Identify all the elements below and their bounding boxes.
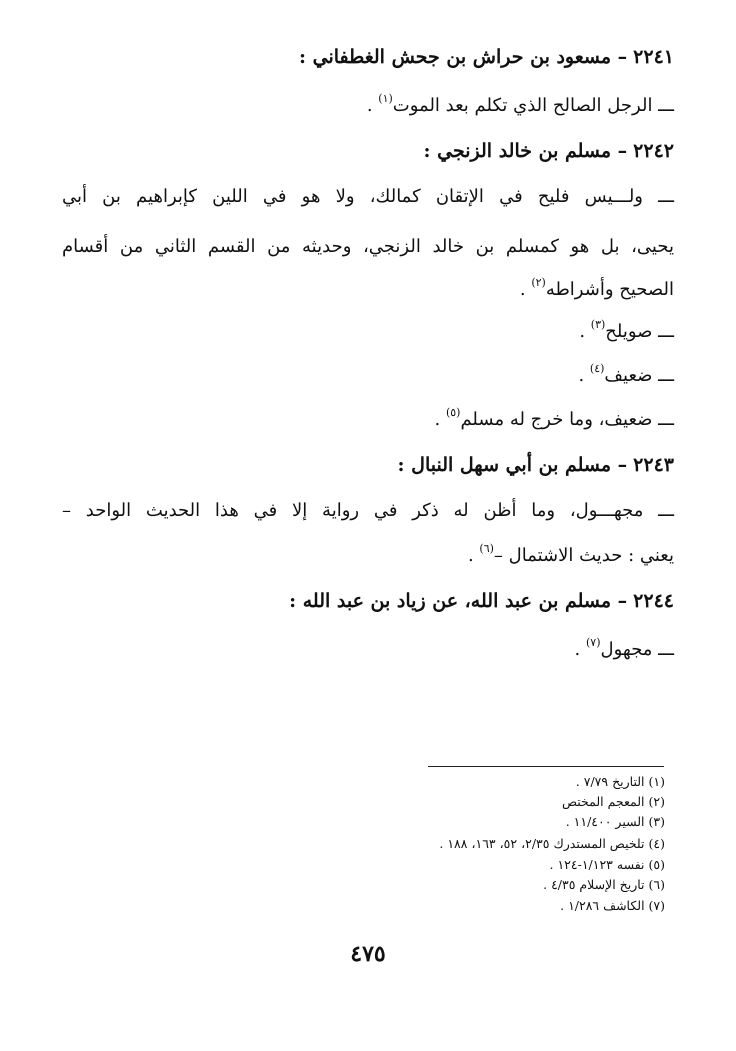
footnote-ref: (٧) — [586, 636, 601, 649]
footnote-5: (٥) نفسه ١/١٢٣-١٢٤ . — [549, 857, 665, 872]
entry-dash: – — [617, 46, 628, 68]
text-segment: ـــ مجهول — [600, 639, 674, 660]
entry-text-line — [62, 186, 674, 207]
entry-dash: – — [617, 590, 628, 612]
text-segment: يحيى، بل هو كمسلم بن خالد الزنجي، وحديثه من القسم الثاني من أقسام — [62, 236, 674, 257]
entry-heading — [424, 140, 674, 162]
text-segment: ـــ ضعيف، وما خرج له مسلم — [460, 409, 674, 430]
text-end: . — [574, 639, 586, 660]
entry-name: مسلم بن أبي سهل النبال : — [397, 454, 612, 476]
text-end: . — [366, 95, 379, 116]
text-segment: الصحيح وأشراطه — [545, 279, 674, 300]
entry-heading — [289, 590, 674, 612]
footnote-separator — [428, 766, 664, 767]
text-end: . — [579, 321, 591, 342]
footnote-6: (٦) تاريخ الإسلام ٤/٣٥ . — [543, 877, 665, 892]
footnote-ref: (٥) — [445, 406, 461, 419]
footnote-7: (٧) الكاشف ١/٢٨٦ . — [560, 898, 665, 913]
footnote-4: (٤) تلخيص المستدرك ٢/٣٥، ٥٢، ١٦٣، ١٨٨ . — [439, 836, 665, 851]
footnote-1: (١) التاريخ ٧/٧٩ . — [575, 774, 665, 789]
entry-text-line — [578, 362, 674, 386]
text-end: . — [434, 409, 446, 430]
entry-name: مسلم بن خالد الزنجي : — [423, 140, 612, 162]
text-segment: ـــ ولـــيس فليح في الإتقان كمالك، ولا هو في اللين كإبراهيم بن أبي — [62, 186, 674, 207]
footnote-2: (٢) المعجم المختص — [561, 794, 665, 809]
entry-number: ٢٢٤٤ — [633, 590, 674, 612]
text-end: . — [467, 545, 480, 566]
entry-name: مسلم بن عبد الله، عن زياد بن عبد الله : — [289, 590, 612, 612]
entry-text-line — [62, 500, 674, 521]
entry-heading — [299, 46, 674, 68]
entry-name: مسعود بن حراش بن جحش الغطفاني : — [298, 46, 612, 68]
footnote-ref: (٤) — [589, 362, 605, 375]
text-segment: ـــ ضعيف — [604, 365, 674, 386]
entry-text-line — [579, 318, 674, 342]
entry-text-line — [468, 542, 674, 566]
entry-number: ٢٢٤٢ — [633, 140, 674, 162]
text-end: . — [578, 365, 590, 386]
entry-text-line — [62, 236, 674, 257]
entry-text-line — [520, 276, 674, 300]
entry-dash: – — [617, 140, 628, 162]
entry-heading — [398, 454, 674, 476]
entry-number: ٢٢٤١ — [633, 46, 674, 68]
footnote-ref: (٦) — [479, 542, 494, 555]
text-segment: ـــ مجهـــول، وما أظن له ذكر في رواية إلا في هذا الحديث الواحد – — [62, 500, 674, 521]
footnote-ref: (١) — [378, 92, 393, 105]
entry-number: ٢٢٤٣ — [633, 454, 674, 476]
footnote-ref: (٣) — [590, 318, 606, 331]
footnote-3: (٣) السير ١١/٤٠٠ . — [565, 814, 665, 829]
page-number: ٤٧٥ — [350, 941, 386, 967]
entry-text-line — [434, 406, 674, 430]
text-segment: ـــ الرجل الصالح الذي تكلم بعد الموت — [392, 95, 674, 116]
entry-text-line — [367, 92, 674, 116]
entry-text-line — [575, 636, 674, 660]
entry-dash: – — [617, 454, 628, 476]
text-end: . — [519, 279, 532, 300]
text-segment: ـــ صويلح — [605, 321, 674, 342]
text-segment: يعني : حديث الاشتمال – — [493, 545, 674, 566]
footnote-ref: (٢) — [531, 276, 546, 289]
